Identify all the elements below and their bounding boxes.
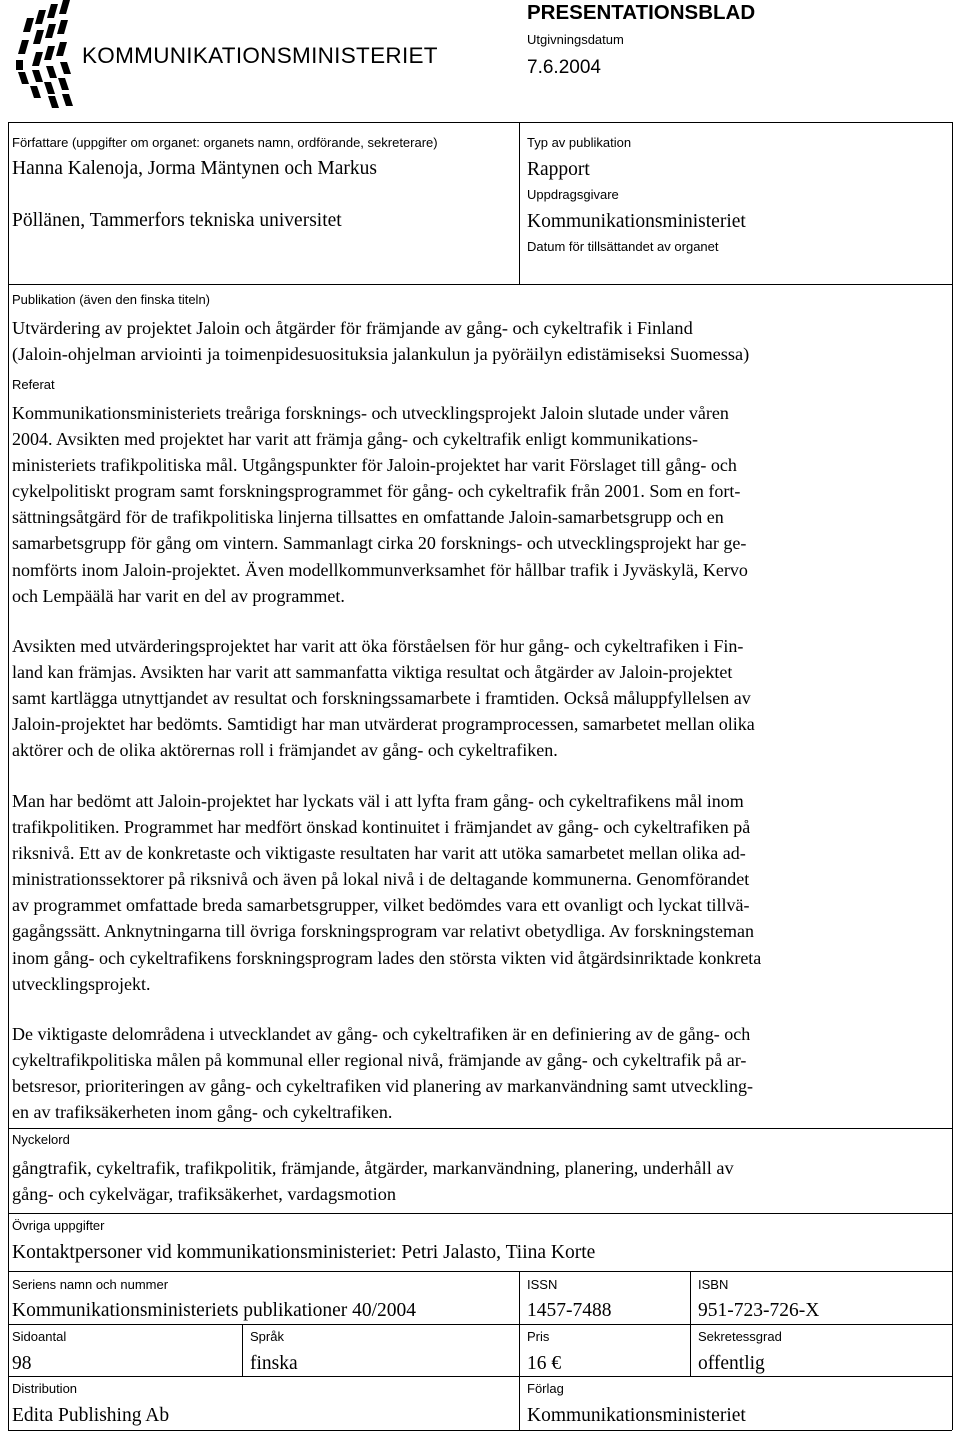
divider	[952, 122, 953, 1430]
abstract-line: inom gång- och cykeltrafikens forskningsprogram lades den största vikten vid åtgärdsinriktade konkreta	[12, 947, 762, 968]
isbn-value: 951-723-726-X	[698, 1300, 820, 1321]
divider	[519, 1271, 520, 1430]
divider	[690, 1271, 691, 1376]
issue-date-label: Utgivningsdatum	[527, 32, 624, 47]
abstract-line: De viktigaste delområdena i utvecklandet av gång- och cykeltrafiken är en definiering av de gång- och	[12, 1024, 751, 1044]
abstract-line: samt kartlägga utnyttjandet av resultat och forskningssamarbete i framtiden. Också måluppfyllelsen av	[12, 688, 751, 709]
distribution-value: Edita Publishing Ab	[12, 1405, 170, 1426]
issn-value: 1457-7488	[527, 1300, 612, 1321]
abstract-line: trafikpolitiken. Programmet har medfört önskad kontinuitet i främjandet av gång- och cykeltrafiken på	[12, 817, 751, 838]
language-value: finska	[250, 1353, 298, 1374]
pages-label: Sidoantal	[12, 1329, 67, 1344]
abstract-line: 2004. Avsikten med projektet har varit att främja gång- och cykeltrafik enligt kommunikations-	[12, 429, 698, 450]
commissioner-value: Kommunikationsministeriet	[527, 211, 746, 232]
publication-title-line: (Jaloin-ohjelman arviointi ja toimenpidesuosituksia jalankulun ja pyöräilyn edistämiseksi Suomessa)	[12, 344, 750, 364]
keywords-line: gångtrafik, cykeltrafik, trafikpolitik, främjande, åtgärder, markanvändning, planering, underhåll av	[12, 1158, 734, 1178]
distribution-label: Distribution	[12, 1381, 78, 1396]
divider	[8, 1213, 952, 1214]
abstract-line: aktörer och de olika aktörernas roll i främjandet av gång- och cykeltrafiken.	[12, 740, 558, 761]
abstract-line: nomförts inom Jaloin-projektet. Även modellkommunverksamhet för hållbar trafik i Jyväskylä, Kervo	[12, 559, 748, 580]
divider	[519, 122, 520, 284]
abstract-paragraph	[12, 1021, 948, 1125]
publication-title-line: Utvärdering av projektet Jaloin och åtgärder för främjande av gång- och cykeltrafik i Finland	[12, 318, 693, 338]
pages-value: 98	[12, 1353, 32, 1374]
divider	[8, 1271, 952, 1272]
confidentiality-value: offentlig	[698, 1353, 765, 1374]
abstract-line: cykeltrafikpolitiska målen på kommunal eller regional nivå, främjande av gång- och cykeltrafik på ar-	[12, 1050, 747, 1071]
publisher-value: Kommunikationsministeriet	[527, 1405, 746, 1426]
isbn-label: ISBN	[698, 1277, 729, 1292]
divider	[8, 284, 952, 285]
abstract-line: ministrationssektorer på riksnivå och även på lokal nivå i de deltagande kommunerna. Genomförandet	[12, 869, 750, 890]
issue-date-value: 7.6.2004	[527, 57, 601, 78]
abstract-line: samarbetsgrupp för gång om vintern. Sammanlagt cirka 20 forsknings- och utvecklingsprojekt har ge-	[12, 533, 747, 554]
other-info-label: Övriga uppgifter	[12, 1218, 105, 1233]
divider	[8, 1430, 952, 1431]
abstract-line: och Lempäälä har varit en del av programmet.	[12, 585, 345, 606]
authors-line: Hanna Kalenoja, Jorma Mäntynen och Markus	[12, 158, 377, 179]
divider	[8, 122, 9, 1430]
authors-line: Pöllänen, Tammerfors tekniska universitet	[12, 210, 342, 231]
abstract-line: av programmet omfattade breda samarbetsgrupper, vilket bedömdes vara ett ovanligt och lyckat tillvä-	[12, 895, 750, 916]
abstract-line: Avsikten med utvärderingsprojektet har varit att öka förståelsen för hur gång- och cykeltrafiken i Fin-	[12, 636, 744, 656]
language-label: Språk	[250, 1329, 284, 1344]
abstract-paragraph	[12, 633, 948, 763]
issn-label: ISSN	[527, 1277, 558, 1292]
divider	[8, 122, 952, 123]
publisher-label: Förlag	[527, 1381, 564, 1396]
abstract-line: Kommunikationsministeriets treåriga forsknings- och utvecklingsprojekt Jaloin slutade under våren	[12, 403, 729, 423]
abstract-line: betsresor, prioriteringen av gång- och cykeltrafiken vid planering av markanvändning samt utveckling-	[12, 1076, 754, 1097]
abstract-paragraph	[12, 400, 948, 609]
ministry-logo-icon	[8, 0, 78, 112]
divider	[8, 1324, 952, 1325]
abstract-line: cykelpolitiskt program samt forskningsprogrammet för gång- och cykeltrafik från 2001. Som en fort-	[12, 481, 741, 502]
publication-type-value: Rapport	[527, 159, 590, 180]
abstract-line: Jaloin-projektet har bedömts. Samtidigt har man utvärderat programprocessen, samarbetet mellan olika	[12, 714, 755, 735]
commissioner-label: Uppdragsgivare	[527, 187, 619, 202]
confidentiality-label: Sekretessgrad	[698, 1329, 782, 1344]
abstract-label: Referat	[12, 377, 55, 392]
abstract-paragraph	[12, 788, 948, 997]
abstract-line: utvecklingsprojekt.	[12, 973, 151, 994]
keywords-text	[12, 1155, 734, 1207]
publication-label: Publikation (även den finska titeln)	[12, 292, 211, 307]
abstract-line: gagångssätt. Anknytningarna till övriga forskningsprogram var relativt obetydliga. Av forskningsteman	[12, 921, 755, 942]
abstract-line: en av trafiksäkerheten inom gång- och cykeltrafiken.	[12, 1102, 393, 1123]
publication-type-label: Typ av publikation	[527, 135, 632, 150]
publication-title	[12, 315, 749, 367]
keywords-label: Nyckelord	[12, 1132, 70, 1147]
abstract-line: land kan främjas. Avsikten har varit att sammanfatta viktiga resultat och åtgärder av Jaloin-projektet	[12, 662, 733, 683]
keywords-line: gång- och cykelvägar, trafiksäkerhet, vardagsmotion	[12, 1184, 397, 1204]
abstract-line: riksnivå. Ett av de konkretaste och viktigaste resultaten har varit att utöka samarbetet mellan olika ad-	[12, 843, 746, 864]
ministry-name: KOMMUNIKATIONSMINISTERIET	[82, 43, 438, 68]
authors-label: Författare (uppgifter om organet: organets namn, ordförande, sekreterare)	[12, 135, 438, 150]
document-type-heading: PRESENTATIONSBLAD	[527, 1, 756, 24]
divider	[8, 1128, 952, 1129]
abstract-line: Man har bedömt att Jaloin-projektet har lyckats väl i att lyfta fram gång- och cykeltrafikens mål inom	[12, 791, 744, 811]
abstract-line: sättningsåtgärd för de trafikpolitiska linjerna tillsattes en omfattande Jaloin-samarbetsgrupp och en	[12, 507, 724, 528]
appointment-date-label: Datum för tillsättandet av organet	[527, 239, 719, 254]
divider	[242, 1324, 243, 1376]
series-value: Kommunikationsministeriets publikationer 40/2004	[12, 1300, 417, 1321]
abstract-line: ministeriets trafikpolitiska mål. Utgångspunkter för Jaloin-projektet har varit Förslaget till gång- och	[12, 455, 737, 476]
other-info-value: Kontaktpersoner vid kommunikationsministeriet: Petri Jalasto, Tiina Korte	[12, 1242, 596, 1263]
price-label: Pris	[527, 1329, 550, 1344]
series-label: Seriens namn och nummer	[12, 1277, 169, 1292]
divider	[8, 1376, 952, 1377]
price-value: 16 €	[527, 1353, 562, 1374]
